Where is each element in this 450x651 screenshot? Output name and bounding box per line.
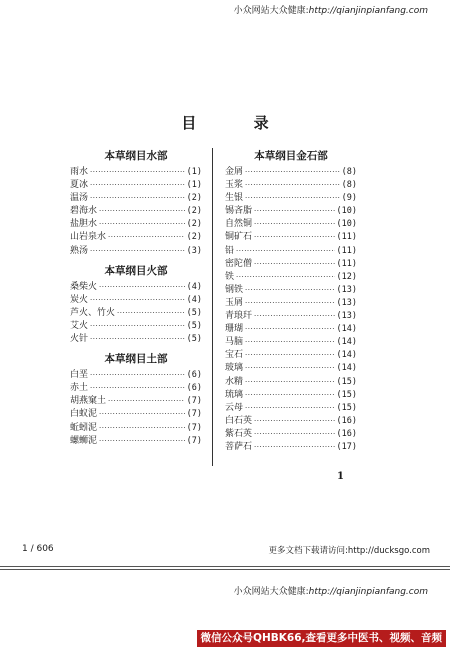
- entry-page: (12): [336, 271, 357, 282]
- toc-entry[interactable]: [70, 166, 202, 179]
- entry-name: 生银: [225, 193, 244, 204]
- entry-name: 盐胆水: [70, 219, 98, 230]
- entry-page: (5): [186, 307, 202, 318]
- toc-entry[interactable]: [70, 422, 202, 435]
- entry-name: 白蚁泥: [70, 409, 98, 420]
- entry-page: (7): [186, 435, 202, 446]
- toc-entry[interactable]: [70, 382, 202, 395]
- entry-name: 宝石: [225, 350, 244, 361]
- next-page: [0, 569, 450, 651]
- dot-leader: [254, 258, 335, 271]
- entry-page: (13): [336, 311, 357, 322]
- entry-name: 艾火: [70, 320, 89, 331]
- entry-name: 铜矿石: [225, 232, 253, 243]
- entry-page: (16): [336, 415, 357, 426]
- entry-name: 珊瑚: [225, 324, 244, 335]
- toc-entry[interactable]: [225, 349, 357, 362]
- entry-name: 胡燕窠土: [70, 396, 107, 407]
- toc-entry[interactable]: [225, 192, 357, 205]
- toc-entry[interactable]: [225, 415, 357, 428]
- dot-leader: [99, 205, 185, 218]
- entry-name: 蚯蚓泥: [70, 422, 98, 433]
- entry-page: (17): [336, 441, 357, 452]
- entry-page: (11): [336, 258, 357, 269]
- dot-leader: [245, 166, 340, 179]
- entry-page: (11): [336, 245, 357, 256]
- toc-entry[interactable]: [225, 297, 357, 310]
- toc-entry[interactable]: [225, 231, 357, 244]
- toc-entry[interactable]: [225, 245, 357, 258]
- section-heading: 本草纲目土部: [104, 353, 168, 366]
- entry-name: 锡吝脂: [225, 206, 253, 217]
- toc-entry[interactable]: [225, 402, 357, 415]
- toc-entry[interactable]: [225, 389, 357, 402]
- dot-leader: [245, 402, 335, 415]
- toc-left-column: [70, 147, 202, 448]
- entry-page: (15): [336, 402, 357, 413]
- dot-leader: [245, 336, 335, 349]
- entry-page: (14): [336, 363, 357, 374]
- entry-page: (5): [186, 334, 202, 345]
- entry-name: 螺蛳泥: [70, 435, 98, 446]
- entry-name: 云母: [225, 402, 244, 413]
- entry-page: (9): [341, 193, 357, 204]
- entry-name: 赤土: [70, 383, 89, 394]
- toc-entry[interactable]: [70, 231, 202, 244]
- dot-leader: [254, 231, 335, 244]
- page2-header-site-link[interactable]: http://qianjinpianfang.com: [308, 587, 428, 597]
- page2-header-prefix: 小众网站大众健康:: [233, 587, 309, 597]
- entry-page: (13): [336, 284, 357, 295]
- dot-leader: [108, 231, 185, 244]
- page-counter: 1 / 606: [22, 544, 54, 554]
- entry-name: 琉璃: [225, 389, 244, 400]
- section-heading: 本草纲目水部: [104, 150, 168, 162]
- entry-page: (2): [186, 219, 202, 230]
- entry-name: 青琅玕: [225, 311, 253, 322]
- entry-page: (14): [336, 350, 357, 361]
- page-number: 1: [337, 471, 344, 482]
- entry-page: (1): [186, 167, 202, 177]
- entry-name: 自然铜: [225, 219, 253, 230]
- toc-entry[interactable]: [70, 369, 202, 382]
- entry-page: (11): [336, 232, 357, 243]
- entry-page: (10): [336, 219, 357, 230]
- dot-leader: [99, 435, 185, 448]
- toc-entry[interactable]: [70, 435, 202, 448]
- toc-entry[interactable]: [225, 218, 357, 231]
- entry-name: 马脑: [225, 337, 244, 348]
- toc-right-column: [225, 147, 357, 454]
- entry-page: (8): [341, 180, 357, 191]
- dot-leader: [90, 320, 185, 333]
- dot-leader: [90, 245, 185, 258]
- dot-leader: [90, 333, 185, 346]
- toc-entry[interactable]: [225, 376, 357, 389]
- dot-leader: [245, 376, 335, 389]
- entry-name: 芦火、竹火: [70, 307, 116, 318]
- entry-page: (15): [336, 376, 357, 387]
- entry-name: 钢铁: [225, 284, 244, 295]
- entry-page: (15): [336, 389, 357, 400]
- entry-name: 炭火: [70, 294, 89, 305]
- toc-entry[interactable]: [225, 205, 357, 218]
- wechat-banner: 微信公众号QHBK66,查看更多中医书、视频、音频: [197, 630, 446, 647]
- dot-leader: [245, 284, 335, 297]
- entry-page: (14): [336, 337, 357, 348]
- toc-entry[interactable]: [70, 179, 202, 192]
- entry-name: 温汤: [70, 193, 89, 204]
- toc-entry[interactable]: [225, 428, 357, 441]
- entry-page: (10): [336, 206, 357, 217]
- toc-entry[interactable]: [225, 166, 357, 179]
- entry-page: (16): [336, 428, 357, 439]
- section-heading: 本草纲目火部: [104, 264, 168, 277]
- header-site-link[interactable]: http://qianjinpianfang.com: [308, 6, 428, 16]
- section-heading: 本草纲目金石部: [254, 150, 328, 162]
- entry-name: 熟汤: [70, 245, 89, 256]
- entry-name: 雨水: [70, 167, 89, 177]
- dot-leader: [236, 245, 335, 258]
- page2-header: [234, 584, 428, 597]
- toc-entry[interactable]: [70, 320, 202, 333]
- dot-leader: [254, 205, 335, 218]
- entry-name: 紫石英: [225, 428, 253, 439]
- entry-name: 山岩泉水: [70, 232, 107, 243]
- dot-leader: [99, 422, 185, 435]
- toc-entry[interactable]: [70, 245, 202, 258]
- toc-entry[interactable]: [225, 362, 357, 375]
- dot-leader: [99, 281, 185, 294]
- entry-page: (14): [336, 324, 357, 335]
- dot-leader: [99, 218, 185, 231]
- download-link[interactable]: 更多文档下载请访问:http://ducksgo.com: [268, 546, 430, 556]
- entry-page: (2): [186, 232, 202, 243]
- entry-name: 铁: [225, 271, 235, 282]
- dot-leader: [236, 271, 335, 284]
- dot-leader: [254, 218, 335, 231]
- entry-name: 菩萨石: [225, 441, 253, 452]
- entry-page: (7): [186, 396, 202, 407]
- toc-entry[interactable]: [225, 179, 357, 192]
- dot-leader: [90, 166, 185, 179]
- toc-entry[interactable]: [225, 271, 357, 284]
- toc-entry[interactable]: [70, 205, 202, 218]
- dot-leader: [245, 389, 335, 402]
- toc-entry[interactable]: [225, 310, 357, 323]
- page-header: [234, 3, 428, 16]
- entry-page: (2): [186, 206, 202, 217]
- toc-entry[interactable]: [70, 307, 202, 320]
- dot-leader: [245, 192, 340, 205]
- dot-leader: [245, 362, 335, 375]
- entry-name: 白垩: [70, 370, 89, 381]
- toc-entry[interactable]: [70, 281, 202, 294]
- entry-page: (1): [186, 180, 202, 191]
- dot-leader: [254, 428, 335, 441]
- entry-name: 金屑: [225, 167, 244, 177]
- dot-leader: [245, 349, 335, 362]
- entry-name: 铅: [225, 245, 235, 256]
- entry-page: (7): [186, 409, 202, 420]
- dot-leader: [245, 297, 335, 310]
- entry-name: 桑柴火: [70, 281, 98, 292]
- entry-page: (2): [186, 193, 202, 204]
- toc-entry[interactable]: [70, 408, 202, 421]
- dot-leader: [245, 323, 335, 336]
- entry-name: 水精: [225, 376, 244, 387]
- entry-name: 玉屑: [225, 297, 244, 308]
- toc-entry[interactable]: [70, 395, 202, 408]
- dot-leader: [99, 408, 185, 421]
- dot-leader: [90, 192, 185, 205]
- toc-entry[interactable]: [70, 333, 202, 346]
- entry-name: 白石英: [225, 415, 253, 426]
- toc-entry[interactable]: [225, 336, 357, 349]
- entry-name: 玻璃: [225, 363, 244, 374]
- dot-leader: [245, 179, 340, 192]
- entry-name: 夏冰: [70, 180, 89, 191]
- dot-leader: [90, 382, 185, 395]
- entry-name: 火针: [70, 334, 89, 345]
- column-divider: [212, 148, 213, 466]
- dot-leader: [254, 441, 335, 454]
- dot-leader: [90, 294, 185, 307]
- toc-entry[interactable]: [225, 284, 357, 297]
- entry-page: (6): [186, 370, 202, 381]
- entry-page: (3): [186, 245, 202, 256]
- dot-leader: [90, 179, 185, 192]
- entry-page: (4): [186, 294, 202, 305]
- dot-leader: [117, 307, 185, 320]
- toc-entry[interactable]: [70, 218, 202, 231]
- toc-entry[interactable]: [225, 258, 357, 271]
- entry-page: (5): [186, 320, 202, 331]
- toc-entry[interactable]: [70, 192, 202, 205]
- entry-page: (6): [186, 383, 202, 394]
- dot-leader: [254, 310, 335, 323]
- entry-page: (8): [341, 167, 357, 177]
- dot-leader: [254, 415, 335, 428]
- toc-entry[interactable]: [225, 323, 357, 336]
- header-prefix: 小众网站大众健康:: [233, 6, 309, 16]
- toc-title: 目 录: [181, 114, 295, 132]
- dot-leader: [108, 395, 185, 408]
- entry-name: 碧海水: [70, 206, 98, 217]
- entry-name: 密陀僧: [225, 258, 253, 269]
- dot-leader: [90, 369, 185, 382]
- entry-page: (4): [186, 281, 202, 292]
- entry-page: (13): [336, 297, 357, 308]
- toc-entry[interactable]: [225, 441, 357, 454]
- entry-name: 玉浆: [225, 180, 244, 191]
- toc-entry[interactable]: [70, 294, 202, 307]
- entry-page: (7): [186, 422, 202, 433]
